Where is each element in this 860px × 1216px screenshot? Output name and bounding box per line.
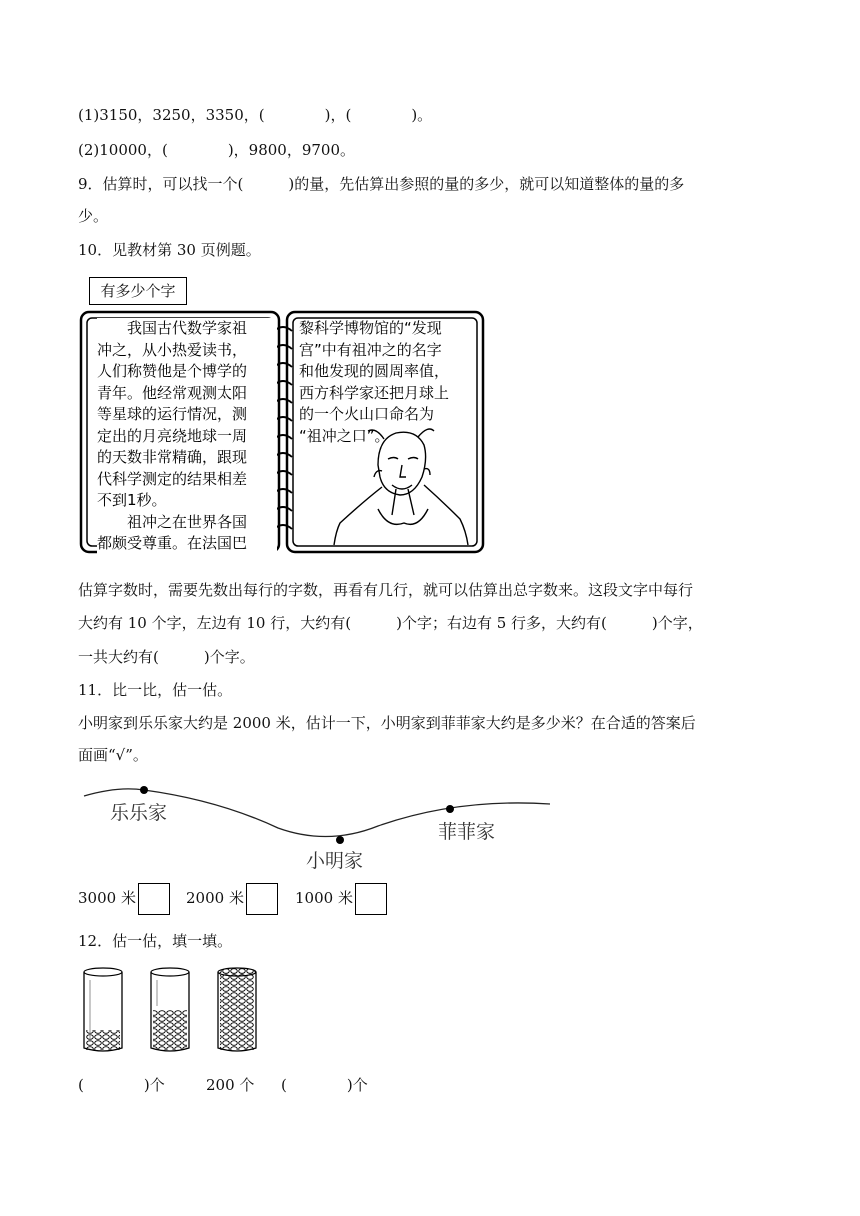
- q10-text-1: 估算字数时，需要先数出每行的字数，再看有几行，就可以估算出总字数来。这段文字中每行: [78, 581, 694, 599]
- option-label: 2000 米: [186, 889, 244, 907]
- option-1000: [295, 880, 387, 916]
- answer-checkbox-3000[interactable]: [138, 883, 170, 915]
- jar-answer-2: 200 个: [206, 1076, 255, 1094]
- feifei-home-point: [446, 805, 454, 813]
- left-page-line: 都颇受尊重。在法国巴: [97, 534, 248, 552]
- option-label: 3000 米: [78, 889, 136, 907]
- answer-checkbox-2000[interactable]: [246, 883, 278, 915]
- q9-line-1: 9．估算时，可以找一个( )的量，先估算出参照的量的多少，就可以知道整体的量的多: [78, 175, 685, 193]
- option-label: 1000 米: [295, 889, 353, 907]
- jar-answer-3: ( )个: [281, 1076, 368, 1094]
- right-page-line: 西方科学家还把月球上: [299, 383, 450, 402]
- jar-1: [84, 968, 122, 1051]
- right-page-line: 和他发现的圆周率值，: [299, 362, 450, 380]
- q10-text-3: 一共大约有( )个字。: [78, 648, 255, 666]
- left-page-line: 等星球的运行情况，测: [97, 405, 248, 423]
- beans-jars-illustration: [78, 962, 278, 1058]
- q11-text-2: 面画“√”。: [78, 746, 148, 764]
- right-page-line: “祖冲之口”。: [299, 426, 390, 445]
- map-label-feifei: 菲菲家: [438, 821, 496, 843]
- jar-2: [151, 968, 189, 1051]
- q10-text-2: 大约有 10 个字，左边有 10 行，大约有( )个字；右边有 5 行多，大约有( )个字，: [78, 614, 703, 632]
- book-title-box: 有多少个字: [89, 277, 187, 305]
- right-page-text: [299, 318, 479, 447]
- left-page-text: [97, 318, 277, 555]
- option-3000: [78, 880, 170, 916]
- answer-checkbox-1000[interactable]: [355, 883, 387, 915]
- lele-home-point: [140, 786, 148, 794]
- left-page-line: 的天数非常精确，跟现: [97, 448, 248, 466]
- left-page-line: 代科学测定的结果相差: [97, 469, 248, 488]
- q9-line-2: 少。: [78, 207, 109, 225]
- left-page-line: 定出的月亮绕地球一周: [97, 426, 248, 445]
- q11-heading: 11．比一比，估一估。: [78, 681, 233, 699]
- option-2000: [186, 880, 278, 916]
- map-label-xiaoming: 小明家: [306, 850, 364, 872]
- map-label-lele: 乐乐家: [110, 802, 168, 824]
- q12-heading: 12．估一估，填一填。: [78, 932, 233, 950]
- q8-line-2: (2)10000，( )，9800，9700。: [78, 141, 356, 159]
- left-page-line: 不到1秒。: [97, 491, 167, 509]
- xiaoming-home-point: [336, 836, 344, 844]
- jar-answer-1: ( )个: [78, 1076, 165, 1094]
- jar-3: [218, 968, 256, 1051]
- right-page-line: 的一个火山口命名为: [299, 405, 435, 423]
- right-page-line: 黎科学博物馆的“发现: [299, 319, 442, 337]
- left-page-line: 祖冲之在世界各国: [97, 512, 248, 531]
- q11-text-1: 小明家到乐乐家大约是 2000 米，估计一下，小明家到菲菲家大约是多少米？在合适的答案后: [78, 714, 696, 732]
- q8-line-1: (1)3150，3250，3350，( )，( )。: [78, 106, 433, 124]
- left-page-line: 青年。他经常观测太阳: [97, 383, 248, 402]
- q10-heading: 10．见教材第 30 页例题。: [78, 241, 261, 259]
- left-page-line: 冲之，从小热爱读书，: [97, 340, 248, 359]
- left-page-line: 我国古代数学家祖: [97, 319, 248, 337]
- right-page-line: 宫”中有祖冲之的名字: [299, 340, 442, 359]
- left-page-line: 人们称赞他是个博学的: [97, 362, 248, 380]
